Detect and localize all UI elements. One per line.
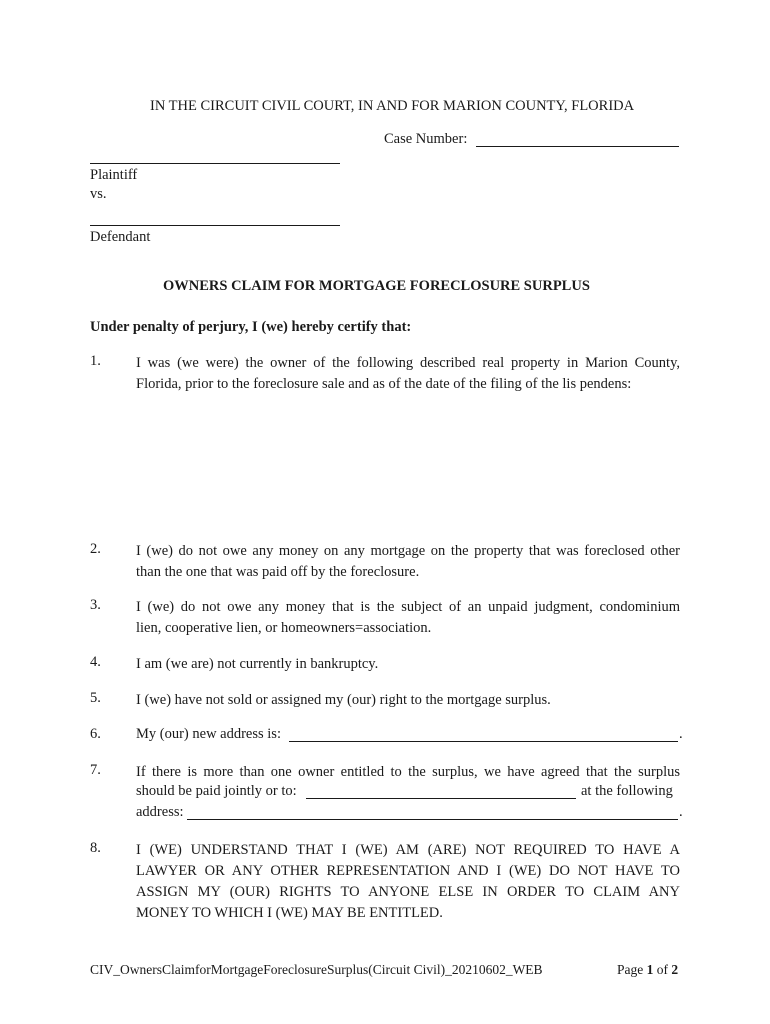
new-address-label: My (our) new address is: xyxy=(136,726,281,742)
item-4-text: I am (we are) not currently in bankruptcy. xyxy=(136,656,379,672)
certify-heading: Under penalty of perjury, I (we) hereby certify that: xyxy=(90,319,412,335)
case-number-field[interactable] xyxy=(476,146,679,147)
defendant-label: Defendant xyxy=(90,229,151,245)
item-number: 7. xyxy=(90,762,101,778)
joint-payee-label: should be paid jointly or to: xyxy=(136,783,297,799)
item-6-period: . xyxy=(679,726,683,742)
item-number: 4. xyxy=(90,654,101,670)
item-2-text: I (we) do not owe any money on any mortgage on the property that was foreclosed other than the one that was paid off by the foreclosure. xyxy=(136,543,680,580)
new-address-field[interactable] xyxy=(289,741,678,742)
defendant-name-field[interactable] xyxy=(90,225,340,226)
item-number: 1. xyxy=(90,353,101,369)
property-description-area[interactable] xyxy=(136,400,680,525)
plaintiff-name-field[interactable] xyxy=(90,163,340,164)
at-following-label: at the following xyxy=(581,783,673,799)
form-id: CIV_OwnersClaimforMortgageForeclosureSurplus(Circuit Civil)_20210602_WEB xyxy=(90,962,543,977)
court-title: IN THE CIRCUIT CIVIL COURT, IN AND FOR MARION COUNTY, FLORIDA xyxy=(150,98,635,114)
payee-address-label: address: xyxy=(136,804,184,820)
page-current: 1 xyxy=(646,962,654,977)
item-1-text: I was (we were) the owner of the following described real property in Marion County, Florida, prior to the foreclosure sale and as of the date of the filing of the lis pendens: xyxy=(136,355,680,392)
document-title: OWNERS CLAIM FOR MORTGAGE FORECLOSURE SURPLUS xyxy=(163,278,590,294)
item-3-text: I (we) do not owe any money that is the subject of an unpaid judgment, condominium lien, cooperative lien, or homeowners=association. xyxy=(136,599,680,636)
page-indicator: Page 1 of 2 xyxy=(617,962,679,977)
plaintiff-label: Plaintiff xyxy=(90,167,138,183)
joint-payee-field[interactable] xyxy=(306,798,576,799)
item-number: 6. xyxy=(90,726,101,742)
case-number-label: Case Number: xyxy=(384,131,468,147)
item-7-text: If there is more than one owner entitled to the surplus, we have agreed that the surplus xyxy=(136,764,680,780)
item-number: 2. xyxy=(90,541,101,557)
item-number: 3. xyxy=(90,597,101,613)
item-number: 8. xyxy=(90,840,101,856)
item-7-period: . xyxy=(679,804,683,820)
page-total: 2 xyxy=(671,962,679,977)
item-8-text: I (WE) UNDERSTAND THAT I (WE) AM (ARE) NOT REQUIRED TO HAVE A LAWYER OR ANY OTHER REPRESENTATION AND I (WE) DO NOT HAVE TO ASSIGN MY (OUR) RIGHTS TO ANYONE ELSE IN ORDER TO CLAIM ANY MONEY TO WHICH I (WE) MAY BE ENTITLED. xyxy=(136,842,680,921)
vs-label: vs. xyxy=(90,186,107,202)
item-5-text: I (we) have not sold or assigned my (our) right to the mortgage surplus. xyxy=(136,692,551,708)
payee-address-field[interactable] xyxy=(187,819,678,820)
item-number: 5. xyxy=(90,690,101,706)
